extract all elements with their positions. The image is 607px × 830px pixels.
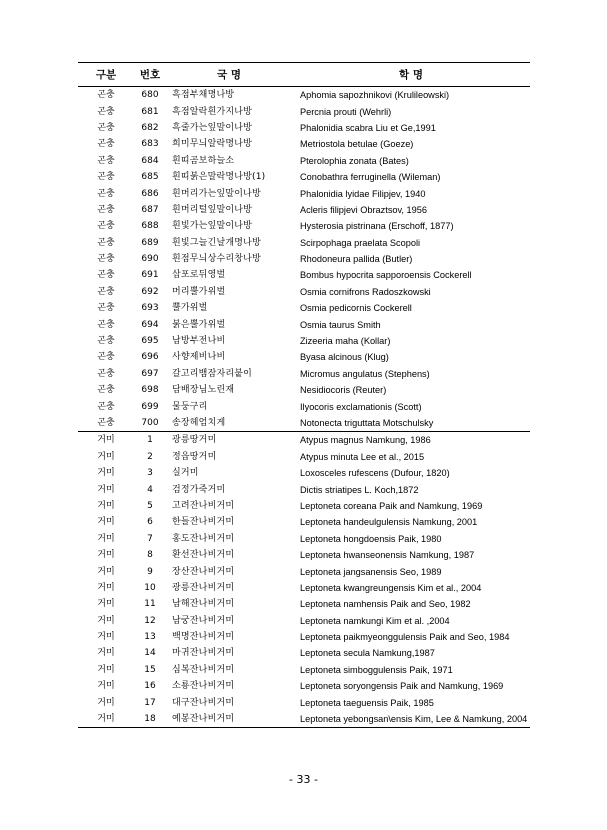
table-row — [78, 465, 530, 481]
row-korean-name: 흑점알락흰가지나방 — [172, 106, 253, 117]
row-number: 690 — [141, 254, 159, 265]
row-number: 17 — [144, 697, 156, 708]
row-scientific-name: Metriostola betulae (Goeze) — [300, 139, 414, 150]
row-scientific-name: Phalonidia lyidae Filipjev, 1940 — [300, 188, 426, 199]
row-group: 곤충 — [97, 172, 115, 183]
row-scientific-name: Leptoneta taeguensis Paik, 1985 — [300, 697, 434, 708]
row-group: 거미 — [97, 664, 115, 675]
row-scientific-name: Dictis striatipes L. Koch,1872 — [300, 484, 419, 495]
row-number: 682 — [141, 122, 159, 133]
row-scientific-name: Aphomia sapozhnikovi (Krulileowski) — [300, 90, 450, 101]
header-scientific-name: 학 명 — [292, 63, 530, 87]
row-number: 9 — [147, 566, 153, 577]
row-group: 거미 — [97, 681, 115, 692]
header-group: 구분 — [78, 63, 134, 87]
row-group: 곤충 — [97, 188, 115, 199]
row-scientific-name: Leptoneta paikmyeonggulensis Paik and Seo, 1984 — [300, 632, 510, 643]
table-row — [78, 596, 530, 612]
row-number: 15 — [144, 664, 156, 675]
row-group: 거미 — [97, 468, 115, 479]
row-korean-name: 삽포로뒤영벌 — [172, 270, 226, 281]
row-number: 18 — [134, 711, 166, 728]
row-number: 13 — [144, 632, 156, 643]
table-row — [78, 432, 530, 449]
row-group: 거미 — [97, 697, 115, 708]
row-scientific-name: Bombus hypocrita sapporoensis Cockerell — [300, 270, 472, 281]
table-row — [78, 563, 530, 579]
row-number: 1 — [134, 432, 166, 449]
row-scientific-name: Leptoneta hwanseonensis Namkung, 1987 — [300, 550, 475, 561]
row-korean-name: 실거미 — [172, 468, 199, 479]
row-number: 10 — [144, 582, 156, 593]
row-group: 곤충 — [97, 385, 115, 396]
table-row — [78, 662, 530, 678]
row-scientific-name: Scirpophaga praelata Scopoli — [300, 237, 421, 248]
table-row — [78, 481, 530, 497]
row-group: 곤충 — [97, 221, 115, 232]
row-korean-name: 한들잔나비거미 — [172, 517, 235, 528]
row-number: 692 — [141, 286, 159, 297]
row-korean-name: 검정가죽거미 — [172, 484, 226, 495]
row-scientific-name: Leptoneta soryongensis Paik and Namkung, 1969 — [300, 681, 504, 692]
row-group: 거미 — [97, 484, 115, 495]
table-row — [78, 202, 530, 218]
row-scientific-name: Nesidiocoris (Reuter) — [300, 385, 387, 396]
row-group: 곤충 — [97, 336, 115, 347]
row-korean-name: 흰머리가는잎말이나방 — [172, 188, 261, 199]
table-row — [78, 349, 530, 365]
row-number: 11 — [144, 599, 156, 610]
row-number: 689 — [141, 237, 159, 248]
row-korean-name: 남해잔나비거미 — [172, 599, 235, 610]
header-row — [78, 63, 530, 87]
row-number: 16 — [144, 681, 156, 692]
species-table-body — [78, 87, 530, 728]
row-scientific-name: Acleris filipjevi Obraztsov, 1956 — [300, 204, 427, 215]
table-row — [78, 514, 530, 530]
row-number: 698 — [141, 385, 159, 396]
row-group: 곤충 — [97, 303, 115, 314]
table-row — [78, 284, 530, 300]
row-number: 14 — [144, 648, 156, 659]
row-scientific-name: Ilyocoris exclamationis (Scott) — [300, 401, 422, 412]
row-number: 695 — [141, 336, 159, 347]
table-row — [78, 547, 530, 563]
table-row — [78, 169, 530, 185]
table-row — [78, 366, 530, 382]
row-korean-name: 사향제비나비 — [172, 352, 226, 363]
row-group: 거미 — [78, 432, 134, 449]
row-number: 680 — [141, 90, 159, 101]
row-korean-name: 갈고리뱀잠자리붙이 — [172, 368, 253, 379]
table-row — [78, 185, 530, 201]
row-korean-name: 머리뿔가위벌 — [172, 286, 226, 297]
row-group: 거미 — [97, 517, 115, 528]
species-list-sheet — [78, 62, 530, 728]
row-number: 693 — [141, 303, 159, 314]
row-scientific-name: Phalonidia scabra Liu et Ge,1991 — [300, 122, 436, 133]
row-scientific-name: Leptoneta kwangreungensis Kim et al., 2004 — [300, 582, 482, 593]
row-korean-name: 흰점무늬상수리창나방 — [172, 254, 261, 265]
table-row — [78, 120, 530, 136]
species-table-header — [78, 63, 530, 87]
table-row — [78, 694, 530, 710]
row-korean-name: 흰머리털잎말이나방 — [172, 204, 253, 215]
row-number: 4 — [147, 484, 153, 495]
table-row — [78, 382, 530, 398]
row-korean-name: 남방부전나비 — [172, 336, 226, 347]
row-number: 681 — [141, 106, 159, 117]
row-korean-name: 예봉잔나비거미 — [166, 711, 292, 728]
table-row — [78, 267, 530, 283]
table-row — [78, 87, 530, 104]
row-number: 5 — [147, 500, 153, 511]
row-scientific-name: Hysterosia pistrinana (Erschoff, 1877) — [300, 221, 454, 232]
row-group: 곤충 — [97, 352, 115, 363]
row-group: 곤충 — [97, 368, 115, 379]
table-row — [78, 333, 530, 349]
row-korean-name: 장산잔나비거미 — [172, 566, 235, 577]
row-group: 곤충 — [97, 237, 115, 248]
table-row — [78, 629, 530, 645]
row-number: 688 — [141, 221, 159, 232]
table-row — [78, 645, 530, 661]
row-group: 곤충 — [97, 254, 115, 265]
table-row — [78, 678, 530, 694]
row-number: 699 — [141, 401, 159, 412]
table-row — [78, 316, 530, 332]
table-row — [78, 711, 530, 728]
row-group: 거미 — [97, 582, 115, 593]
table-row — [78, 449, 530, 465]
row-group: 거미 — [97, 500, 115, 511]
row-group: 거미 — [97, 566, 115, 577]
row-korean-name: 남궁잔나비거미 — [172, 615, 235, 626]
table-row — [78, 498, 530, 514]
row-scientific-name: Osmia pedicornis Cockerell — [300, 303, 412, 314]
row-group: 곤충 — [97, 90, 115, 101]
row-group: 곤충 — [97, 106, 115, 117]
row-scientific-name: Percnia prouti (Wehrli) — [300, 106, 392, 117]
row-number: 8 — [147, 550, 153, 561]
row-scientific-name: Notonecta triguttata Motschulsky — [300, 418, 434, 428]
row-korean-name: 흑점부채명나방 — [172, 90, 235, 101]
row-number: 684 — [141, 155, 159, 166]
row-number: 683 — [141, 139, 159, 150]
row-number: 697 — [141, 368, 159, 379]
table-row — [78, 415, 530, 432]
row-korean-name: 고려잔나비거미 — [172, 500, 235, 511]
table-row — [78, 235, 530, 251]
table-row — [78, 580, 530, 596]
row-scientific-name: Loxosceles rufescens (Dufour, 1820) — [300, 468, 450, 479]
row-korean-name: 희미무늬알락명나방 — [172, 139, 253, 150]
row-korean-name: 흰빛가는잎말이나방 — [172, 221, 253, 232]
row-group: 거미 — [97, 550, 115, 561]
row-group: 거미 — [97, 599, 115, 610]
row-number: 12 — [144, 615, 156, 626]
table-row — [78, 136, 530, 152]
row-scientific-name: Pterolophia zonata (Bates) — [300, 155, 409, 166]
header-korean-name: 국 명 — [166, 63, 292, 87]
row-scientific-name: Atypus magnus Namkung, 1986 — [292, 432, 530, 449]
row-group: 곤충 — [97, 270, 115, 281]
row-number: 687 — [141, 204, 159, 215]
row-korean-name: 심복잔나비거미 — [172, 664, 235, 675]
table-row — [78, 531, 530, 547]
table-row — [78, 218, 530, 234]
row-group: 거미 — [97, 451, 115, 462]
row-number: 2 — [147, 451, 153, 462]
row-group: 곤충 — [97, 401, 115, 412]
row-number: 3 — [147, 468, 153, 479]
table-row — [78, 398, 530, 414]
row-korean-name: 송장헤엄치게 — [172, 418, 226, 428]
row-korean-name: 흰띠곰보하늘소 — [172, 155, 235, 166]
row-scientific-name: Leptoneta coreana Paik and Namkung, 1969 — [300, 500, 483, 511]
row-scientific-name: Rhodoneura pallida (Butler) — [300, 254, 413, 265]
row-korean-name: 흑줄가는잎말이나방 — [172, 122, 253, 133]
row-scientific-name: Atypus minuta Lee et al., 2015 — [300, 451, 425, 462]
row-scientific-name: Leptoneta yebongsan\ensis Kim, Lee & Namkung, 2004 — [292, 711, 530, 728]
row-korean-name: 담배장님노린재 — [172, 385, 235, 396]
row-group: 곤충 — [97, 139, 115, 150]
row-scientific-name: Leptoneta secula Namkung,1987 — [300, 648, 435, 659]
row-group: 거미 — [97, 615, 115, 626]
row-korean-name: 환선잔나비거미 — [172, 550, 235, 561]
row-korean-name: 홍도잔나비거미 — [172, 533, 235, 544]
row-korean-name: 마귀잔나비거미 — [172, 648, 235, 659]
row-korean-name: 뿔가위벌 — [172, 303, 208, 314]
row-number: 691 — [141, 270, 159, 281]
row-number: 686 — [141, 188, 159, 199]
row-number: 685 — [141, 172, 159, 183]
row-group: 곤충 — [97, 204, 115, 215]
page-number: - 33 - — [289, 773, 318, 786]
header-number: 번호 — [134, 63, 166, 87]
row-korean-name: 백명잔나비거미 — [172, 632, 235, 643]
row-group: 거미 — [97, 648, 115, 659]
row-number: 6 — [147, 517, 153, 528]
row-korean-name: 붉은뿔가위벌 — [172, 319, 226, 330]
row-scientific-name: Zizeeria maha (Kollar) — [300, 336, 391, 347]
table-row — [78, 300, 530, 316]
row-group: 곤충 — [97, 319, 115, 330]
row-group: 곤충 — [97, 286, 115, 297]
row-korean-name: 광릉땅거미 — [166, 432, 292, 449]
row-scientific-name: Leptoneta namkungi Kim et al. ,2004 — [300, 615, 450, 626]
row-korean-name: 정읍땅거미 — [172, 451, 217, 462]
row-scientific-name: Osmia cornifrons Radoszkowski — [300, 286, 431, 297]
row-korean-name: 광릉잔나비거미 — [172, 582, 235, 593]
row-number: 700 — [141, 418, 159, 428]
table-row — [78, 153, 530, 169]
row-number: 696 — [141, 352, 159, 363]
row-group: 거미 — [78, 711, 134, 728]
row-group: 곤충 — [97, 418, 115, 428]
row-korean-name: 대구잔나비거미 — [172, 697, 235, 708]
row-scientific-name: Leptoneta jangsanensis Seo, 1989 — [300, 566, 442, 577]
row-group: 거미 — [97, 632, 115, 643]
species-table — [78, 62, 530, 728]
row-scientific-name: Leptoneta simboggulensis Paik, 1971 — [300, 664, 453, 675]
row-scientific-name: Byasa alcinous (Klug) — [300, 352, 389, 363]
row-korean-name: 소룡잔나비거미 — [172, 681, 235, 692]
row-scientific-name: Leptoneta hongdoensis Paik, 1980 — [300, 533, 442, 544]
row-korean-name: 흰빛그늘긴날개명나방 — [172, 237, 261, 248]
row-korean-name: 흰띠붉은말락명나방(1) — [172, 172, 266, 183]
row-scientific-name: Leptoneta handeulgulensis Namkung, 2001 — [300, 517, 478, 528]
row-number: 7 — [147, 533, 153, 544]
row-scientific-name: Leptoneta namhensis Paik and Seo, 1982 — [300, 599, 471, 610]
row-korean-name: 물둥구리 — [172, 401, 208, 412]
row-group: 곤충 — [97, 155, 115, 166]
row-scientific-name: Conobathra ferruginella (Wileman) — [300, 172, 441, 183]
row-group: 거미 — [97, 533, 115, 544]
row-scientific-name: Osmia taurus Smith — [300, 319, 381, 330]
row-group: 곤충 — [97, 122, 115, 133]
table-row — [78, 613, 530, 629]
row-number: 694 — [141, 319, 159, 330]
table-row — [78, 103, 530, 119]
table-row — [78, 251, 530, 267]
row-scientific-name: Micromus angulatus (Stephens) — [300, 368, 430, 379]
